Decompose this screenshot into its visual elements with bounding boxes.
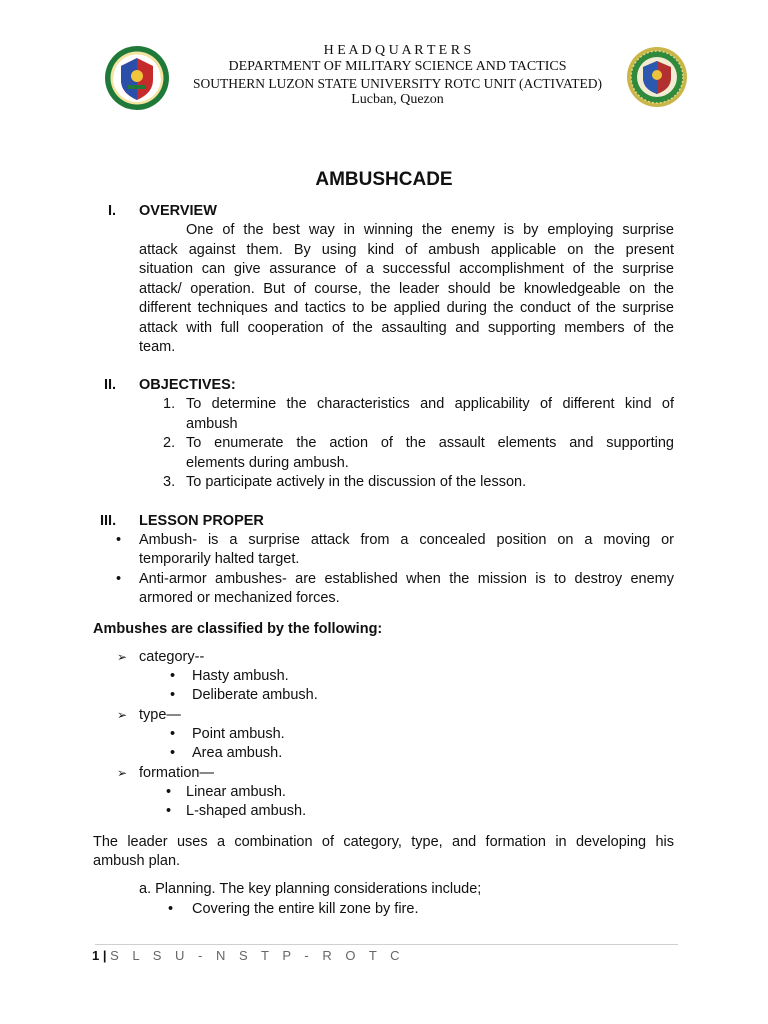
page-title: AMBUSHCADE — [315, 169, 453, 190]
classification-label: category-- — [139, 649, 205, 665]
classification-label: formation— — [139, 765, 214, 781]
arrow-bullet-icon: ➢ — [117, 708, 128, 722]
bullet-icon: • — [168, 901, 174, 917]
bullet-icon: • — [116, 532, 122, 548]
arrow-bullet-icon: ➢ — [117, 766, 128, 780]
section1-number: I. — [108, 203, 117, 219]
objective-text: To enumerate the action of the assault elements and supporting — [186, 435, 674, 451]
classification-label: type— — [139, 707, 181, 723]
overview-line: situation can give assurance of a successful accomplishment of the surprise — [139, 261, 674, 277]
bullet-icon: • — [170, 745, 176, 761]
section3-number: III. — [100, 513, 117, 529]
footer-divider — [95, 944, 678, 945]
section1-heading: OVERVIEW — [139, 203, 217, 219]
bullet-icon: • — [170, 668, 176, 684]
footer-text: S L S U - N S T P - R O T C — [110, 948, 405, 963]
objective-text: elements during ambush. — [186, 455, 349, 471]
classified-heading: Ambushes are classified by the following: — [93, 621, 383, 637]
overview-line: different techniques and tactics to be applied during the conduct of the surprise — [139, 300, 674, 316]
overview-line: attack/ operation. But of course, the leader should be knowledgeable on the — [139, 281, 674, 297]
overview-line: One of the best way in winning the enemy is by employing surprise — [186, 222, 674, 238]
classification-item: Linear ambush. — [186, 784, 286, 800]
planning-bullet-text: Covering the entire kill zone by fire. — [192, 901, 419, 917]
bullet-icon: • — [170, 687, 176, 703]
planning-line: a. Planning. The key planning considerations include; — [139, 881, 482, 897]
objective-text: ambush — [186, 416, 238, 432]
classification-item: Hasty ambush. — [192, 668, 289, 684]
page-footer — [92, 948, 405, 964]
bullet-icon: • — [170, 726, 176, 742]
lesson-bullet-text: Anti-armor ambushes- are established when the mission is to destroy enemy — [139, 571, 674, 587]
header-line-university: SOUTHERN LUZON STATE UNIVERSITY ROTC UNIT (ACTIVATED) — [193, 76, 602, 91]
overview-line: team. — [139, 339, 176, 355]
objective-number: 1. — [163, 396, 176, 412]
header-line-headquarters: H E A D Q U A R T E R S — [323, 43, 472, 58]
objective-number: 3. — [163, 474, 176, 490]
lesson-bullet-text: armored or mechanized forces. — [139, 590, 340, 606]
bullet-icon: • — [166, 784, 172, 800]
overview-line: attack against them. By using kind of ambush applicable on the present — [139, 242, 674, 258]
objective-text: To determine the characteristics and applicability of different kind of — [186, 396, 674, 412]
section2-number: II. — [104, 377, 117, 393]
header-line-location: Lucban, Quezon — [351, 92, 444, 107]
lesson-bullet-text: temporarily halted target. — [139, 551, 300, 567]
objective-number: 2. — [163, 435, 176, 451]
section3-heading: LESSON PROPER — [139, 513, 264, 529]
closing-paragraph-line: The leader uses a combination of category, type, and formation in developing his — [93, 834, 674, 850]
classification-item: Point ambush. — [192, 726, 285, 742]
overview-line: attack with full cooperation of the assaulting and supporting members of the — [139, 320, 674, 336]
objective-text: To participate actively in the discussion of the lesson. — [186, 474, 527, 490]
classification-item: Area ambush. — [192, 745, 283, 761]
lesson-bullet-text: Ambush- is a surprise attack from a concealed position on a moving or — [139, 532, 674, 548]
header-line-department: DEPARTMENT OF MILITARY SCIENCE AND TACTICS — [228, 59, 567, 74]
page-number: 1 | — [92, 948, 107, 963]
bullet-icon: • — [166, 803, 172, 819]
arrow-bullet-icon: ➢ — [117, 650, 128, 664]
closing-paragraph-line: ambush plan. — [93, 853, 181, 869]
section2-heading: OBJECTIVES: — [139, 377, 236, 393]
classification-item: Deliberate ambush. — [192, 687, 318, 703]
bullet-icon: • — [116, 571, 122, 587]
classification-item: L-shaped ambush. — [186, 803, 307, 819]
